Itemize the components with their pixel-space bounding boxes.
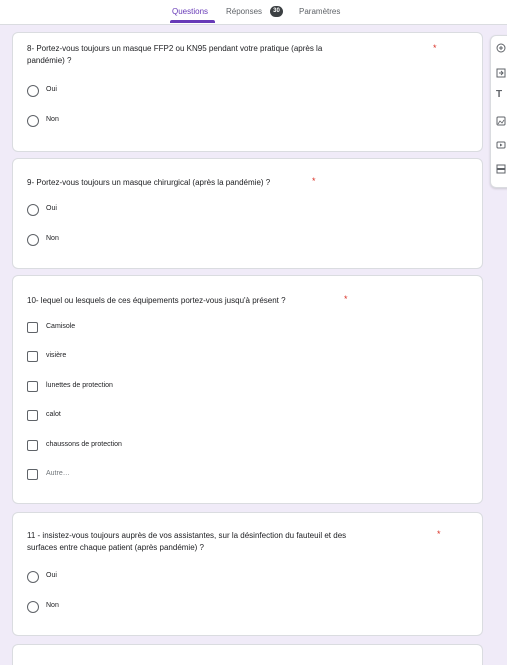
option-label: Non: [46, 116, 59, 123]
option-label: Oui: [46, 572, 57, 579]
import-questions-icon[interactable]: [496, 68, 506, 78]
required-asterisk: *: [344, 294, 348, 304]
active-tab-indicator: [170, 20, 215, 23]
option-label: Autre…: [46, 470, 70, 477]
required-asterisk: *: [433, 43, 437, 53]
question-title: 8- Portez-vous toujours un masque FFP2 ou KN95 pendant votre pratique (après la pandémie) ?: [27, 44, 323, 65]
option-label: lunettes de protection: [46, 382, 113, 389]
checkbox[interactable]: [27, 410, 38, 421]
checkbox[interactable]: [27, 322, 38, 333]
radio-button[interactable]: [27, 115, 39, 127]
option-label: Non: [46, 235, 59, 242]
radio-button[interactable]: [27, 601, 39, 613]
question-title: 9- Portez-vous toujours un masque chirurgical (après la pandémie) ?: [27, 178, 271, 187]
option-label: Camisole: [46, 323, 76, 330]
question-card-8[interactable]: [12, 32, 483, 152]
checkbox[interactable]: [27, 351, 38, 362]
add-image-icon[interactable]: [496, 116, 506, 126]
option-label: chaussons de protection: [46, 441, 122, 448]
question-title: 10- lequel ou lesquels de ces équipements portez-vous jusqu'à présent ?: [27, 296, 286, 305]
question-title: 11 - insistez-vous toujours auprès de vos assistantes, sur la désinfection du fauteuil et des surfaces entre chaque patient (après pandémie) ?: [27, 531, 347, 552]
required-asterisk: *: [312, 176, 316, 186]
checkbox[interactable]: [27, 469, 38, 480]
responses-count-badge: 30: [270, 6, 283, 17]
side-toolbar: [490, 35, 507, 188]
checkbox[interactable]: [27, 381, 38, 392]
radio-button[interactable]: [27, 85, 39, 97]
option-label: Non: [46, 602, 59, 609]
add-video-icon[interactable]: [496, 140, 506, 150]
tab-questions[interactable]: Questions: [172, 7, 209, 16]
question-card-9[interactable]: [12, 158, 483, 269]
option-label: Oui: [46, 86, 57, 93]
radio-button[interactable]: [27, 571, 39, 583]
question-card-10[interactable]: [12, 275, 483, 504]
radio-button[interactable]: [27, 204, 39, 216]
required-asterisk: *: [437, 529, 441, 539]
tab-responses[interactable]: Réponses: [226, 7, 263, 16]
question-card-next[interactable]: [12, 644, 483, 665]
add-question-icon[interactable]: [496, 43, 506, 53]
question-card-11[interactable]: [12, 512, 483, 636]
option-label: visière: [46, 352, 67, 359]
option-label: Oui: [46, 205, 57, 212]
top-tab-bar: [0, 0, 507, 25]
add-section-icon[interactable]: [496, 164, 506, 174]
radio-button[interactable]: [27, 234, 39, 246]
option-label: calot: [46, 411, 61, 418]
checkbox[interactable]: [27, 440, 38, 451]
tab-settings[interactable]: Paramètres: [299, 7, 341, 16]
add-title-icon[interactable]: T: [496, 89, 503, 100]
